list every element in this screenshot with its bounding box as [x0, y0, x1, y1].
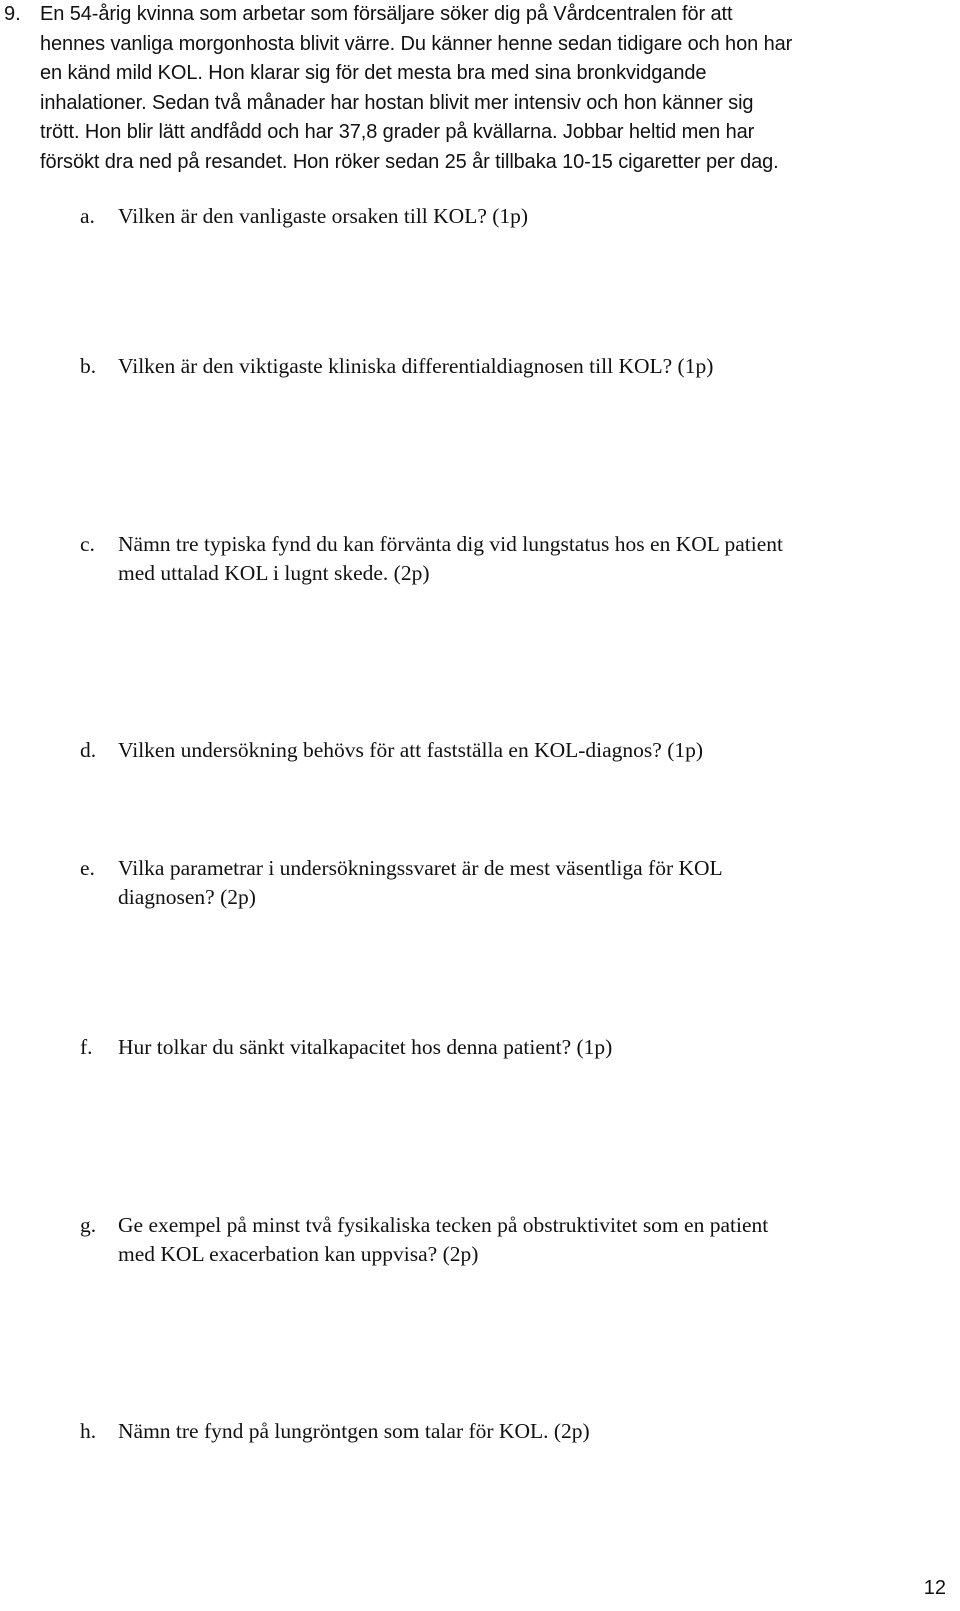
- subquestion-letter: a.: [80, 204, 95, 228]
- subquestion-text: [118, 1211, 948, 1269]
- subquestion-letter: c.: [80, 532, 95, 556]
- subquestion-letter: h.: [80, 1419, 97, 1443]
- subquestion-line: Nämn tre fynd på lungröntgen som talar för KOL. (2p): [118, 1419, 590, 1443]
- intro-line: en känd mild KOL. Hon klarar sig för det mesta bra med sina bronkvidgande: [40, 62, 707, 84]
- subquestion-line: Vilken är den vanligaste orsaken till KOL? (1p): [118, 204, 529, 228]
- intro-line: försökt dra ned på resandet. Hon röker sedan 25 år tillbaka 10-15 cigaretter per dag.: [40, 150, 779, 173]
- subquestion-text: [118, 352, 948, 381]
- subquestion-letter: g.: [80, 1213, 97, 1237]
- subquestion-text: [118, 1033, 948, 1062]
- subquestion-text: [118, 854, 948, 912]
- subquestion-line: med uttalad KOL i lugnt skede. (2p): [118, 561, 430, 585]
- intro-line: inhalationer. Sedan två månader har hostan blivit mer intensiv och hon känner sig: [40, 91, 754, 114]
- intro-line: hennes vanliga morgonhosta blivit värre. Du känner henne sedan tidigare och hon har: [40, 32, 793, 55]
- subquestion-line: Vilken undersökning behövs för att fastställa en KOL-diagnos? (1p): [118, 738, 704, 762]
- subquestion-text: [118, 1417, 948, 1446]
- subquestion-line: med KOL exacerbation kan uppvisa? (2p): [118, 1242, 479, 1266]
- subquestion-text: [118, 530, 948, 588]
- subquestion-line: Vilken är den viktigaste kliniska differentialdiagnosen till KOL? (1p): [118, 354, 714, 378]
- intro-line: En 54-årig kvinna som arbetar som försäljare söker dig på Vårdcentralen för att: [40, 3, 733, 25]
- subquestion-letter: b.: [80, 354, 97, 378]
- subquestion-line: diagnosen? (2p): [118, 885, 256, 909]
- question-number: 9.: [4, 3, 21, 25]
- page-number: 12: [923, 1577, 946, 1599]
- subquestion-letter: f.: [80, 1035, 93, 1059]
- subquestion-line: Nämn tre typiska fynd du kan förvänta dig vid lungstatus hos en KOL patient: [118, 532, 783, 556]
- question-intro: [40, 0, 950, 177]
- subquestion-text: [118, 736, 948, 765]
- subquestion-line: Ge exempel på minst två fysikaliska tecken på obstruktivitet som en patient: [118, 1213, 769, 1237]
- subquestion-text: [118, 202, 948, 231]
- intro-line: trött. Hon blir lätt andfådd och har 37,8 grader på kvällarna. Jobbar heltid men har: [40, 121, 755, 143]
- subquestion-letter: e.: [80, 856, 95, 880]
- subquestion-line: Hur tolkar du sänkt vitalkapacitet hos denna patient? (1p): [118, 1035, 613, 1059]
- subquestion-line: Vilka parametrar i undersökningssvaret är de mest väsentliga för KOL: [118, 856, 723, 880]
- subquestion-letter: d.: [80, 738, 97, 762]
